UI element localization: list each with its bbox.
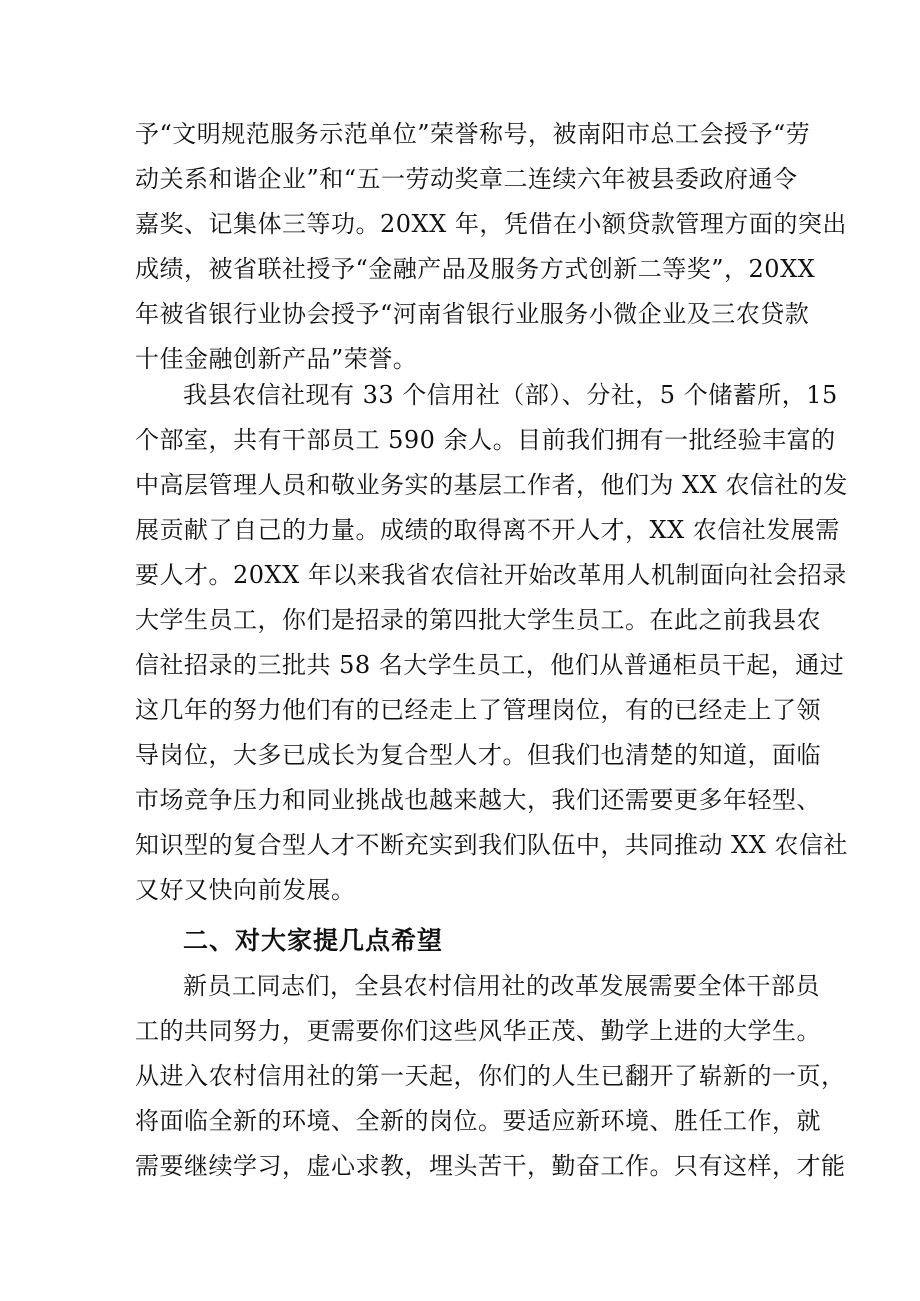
paragraph-line: 嘉奖、记集体三等功。20XX 年，凭借在小额贷款管理方面的突出 — [135, 210, 847, 238]
paragraph-line: 动关系和谐企业”和“五一劳动奖章二连续六年被县委政府通令 — [135, 165, 798, 193]
paragraph-line: 我县农信社现有 33 个信用社（部）、分社，5 个储蓄所，15 — [183, 381, 838, 409]
section-heading: 二、对大家提几点希望 — [183, 926, 444, 955]
paragraph-line: 予“文明规范服务示范单位”荣誉称号，被南阳市总工会授予“劳 — [135, 120, 811, 148]
paragraph-line: 十佳金融创新产品”荣誉。 — [135, 345, 418, 373]
paragraph-line: 导岗位，大多已成长为复合型人才。但我们也清楚的知道，面临 — [135, 741, 821, 769]
paragraph-line: 展贡献了自己的力量。成绩的取得离不开人才，XX 农信社发展需 — [135, 516, 840, 544]
paragraph-line: 这几年的努力他们有的已经走上了管理岗位，有的已经走上了领 — [135, 696, 821, 724]
paragraph-line: 要人才。20XX 年以来我省农信社开始改革用人机制面向社会招录 — [135, 561, 847, 589]
paragraph-line: 又好又快向前发展。 — [135, 876, 356, 904]
paragraph-line: 新员工同志们，全县农村信用社的改革发展需要全体干部员 — [183, 972, 820, 1000]
paragraph-line: 大学生员工，你们是招录的第四批大学生员工。在此之前我县农 — [135, 606, 821, 634]
paragraph-line: 从进入农村信用社的第一天起，你们的人生已翻开了崭新的一页， — [135, 1062, 846, 1090]
paragraph-line: 中高层管理人员和敬业务实的基层工作者，他们为 XX 农信社的发 — [135, 471, 848, 499]
paragraph-line: 信社招录的三批共 58 名大学生员工，他们从普通柜员干起，通过 — [135, 651, 845, 679]
paragraph-line: 将面临全新的环境、全新的岗位。要适应新环境、胜任工作，就 — [135, 1107, 821, 1135]
paragraph-line: 需要继续学习，虚心求教，埋头苦干，勤奋工作。只有这样，才能 — [135, 1152, 846, 1180]
paragraph-line: 成绩，被省联社授予“金融产品及服务方式创新二等奖”，20XX — [135, 255, 816, 283]
paragraph-line: 工的共同努力，更需要你们这些风华正茂、勤学上进的大学生。 — [135, 1017, 821, 1045]
paragraph-line: 年被省银行业协会授予“河南省银行业服务小微企业及三农贷款 — [135, 300, 810, 328]
paragraph-line: 个部室，共有干部员工 590 余人。目前我们拥有一批经验丰富的 — [135, 426, 836, 454]
paragraph-line: 市场竞争压力和同业挑战也越来越大，我们还需要更多年轻型、 — [135, 786, 821, 814]
paragraph-line: 知识型的复合型人才不断充实到我们队伍中，共同推动 XX 农信社 — [135, 831, 848, 859]
